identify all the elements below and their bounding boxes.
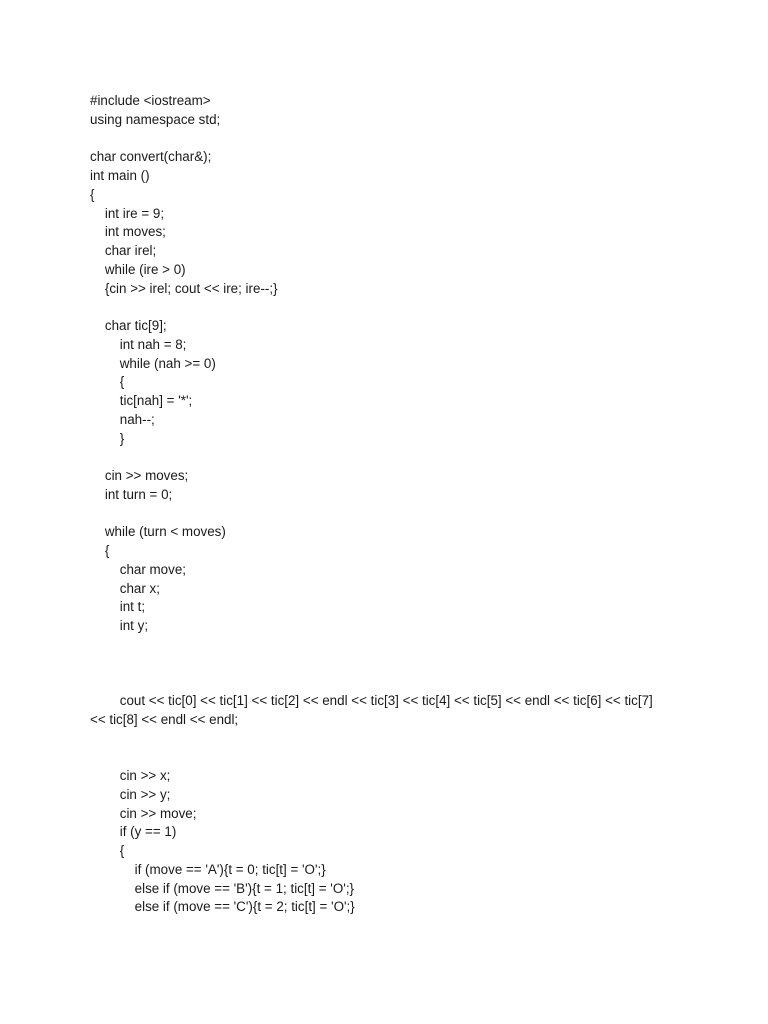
code-line: else if (move == 'B'){t = 1; tic[t] = 'O';} xyxy=(90,880,355,896)
code-line: tic[nah] = '*'; xyxy=(90,393,193,408)
code-line xyxy=(90,730,690,749)
code-line xyxy=(90,505,690,524)
code-line xyxy=(90,448,690,467)
code-line: cin >> x; xyxy=(90,768,171,783)
code-line: {cin >> irel; cout << ire; ire--;} xyxy=(90,280,278,296)
code-line: cin >> moves; xyxy=(90,468,189,483)
code-line: int main () xyxy=(90,168,150,183)
code-line: char move; xyxy=(90,561,186,577)
code-line: int y; xyxy=(90,618,149,633)
code-line: char convert(char&); xyxy=(90,149,212,165)
code-line: char x; xyxy=(90,580,160,596)
code-line: } xyxy=(90,430,125,446)
code-line: { xyxy=(90,843,125,858)
code-line xyxy=(90,130,690,149)
code-line: using namespace std; xyxy=(90,111,221,127)
code-line: char tic[9]; xyxy=(90,318,167,333)
code-line xyxy=(90,636,690,655)
code-line: int ire = 9; xyxy=(90,205,165,221)
code-line: << tic[8] << endl << endl; xyxy=(90,711,239,727)
code-line xyxy=(90,655,690,674)
code-line: #include <iostream> xyxy=(90,93,211,108)
code-line: nah--; xyxy=(90,411,155,427)
code-line xyxy=(90,298,690,317)
code-line: if (move == 'A'){t = 0; tic[t] = 'O';} xyxy=(90,861,326,877)
code-line: while (ire > 0) xyxy=(90,261,186,277)
code-line: { xyxy=(90,543,110,558)
code-line: char irel; xyxy=(90,243,157,258)
code-line: int moves; xyxy=(90,224,166,240)
code-line: { xyxy=(90,186,95,202)
code-line: cin >> y; xyxy=(90,786,171,802)
code-line: cin >> move; xyxy=(90,805,197,821)
code-line: cout << tic[0] << tic[1] << tic[2] << endl << tic[3] << tic[4] << tic[5] << endl << tic[6] << tic[7] xyxy=(90,693,653,708)
code-line xyxy=(90,748,690,767)
code-line: int turn = 0; xyxy=(90,486,173,502)
code-line: while (nah >= 0) xyxy=(90,355,216,371)
code-line: { xyxy=(90,374,125,390)
code-line: if (y == 1) xyxy=(90,824,177,840)
code-line: int nah = 8; xyxy=(90,336,187,352)
code-line: int t; xyxy=(90,599,146,615)
code-listing xyxy=(90,92,690,917)
code-line: while (turn < moves) xyxy=(90,524,226,540)
code-line: else if (move == 'C'){t = 2; tic[t] = 'O';} xyxy=(90,899,355,915)
code-line xyxy=(90,673,690,692)
